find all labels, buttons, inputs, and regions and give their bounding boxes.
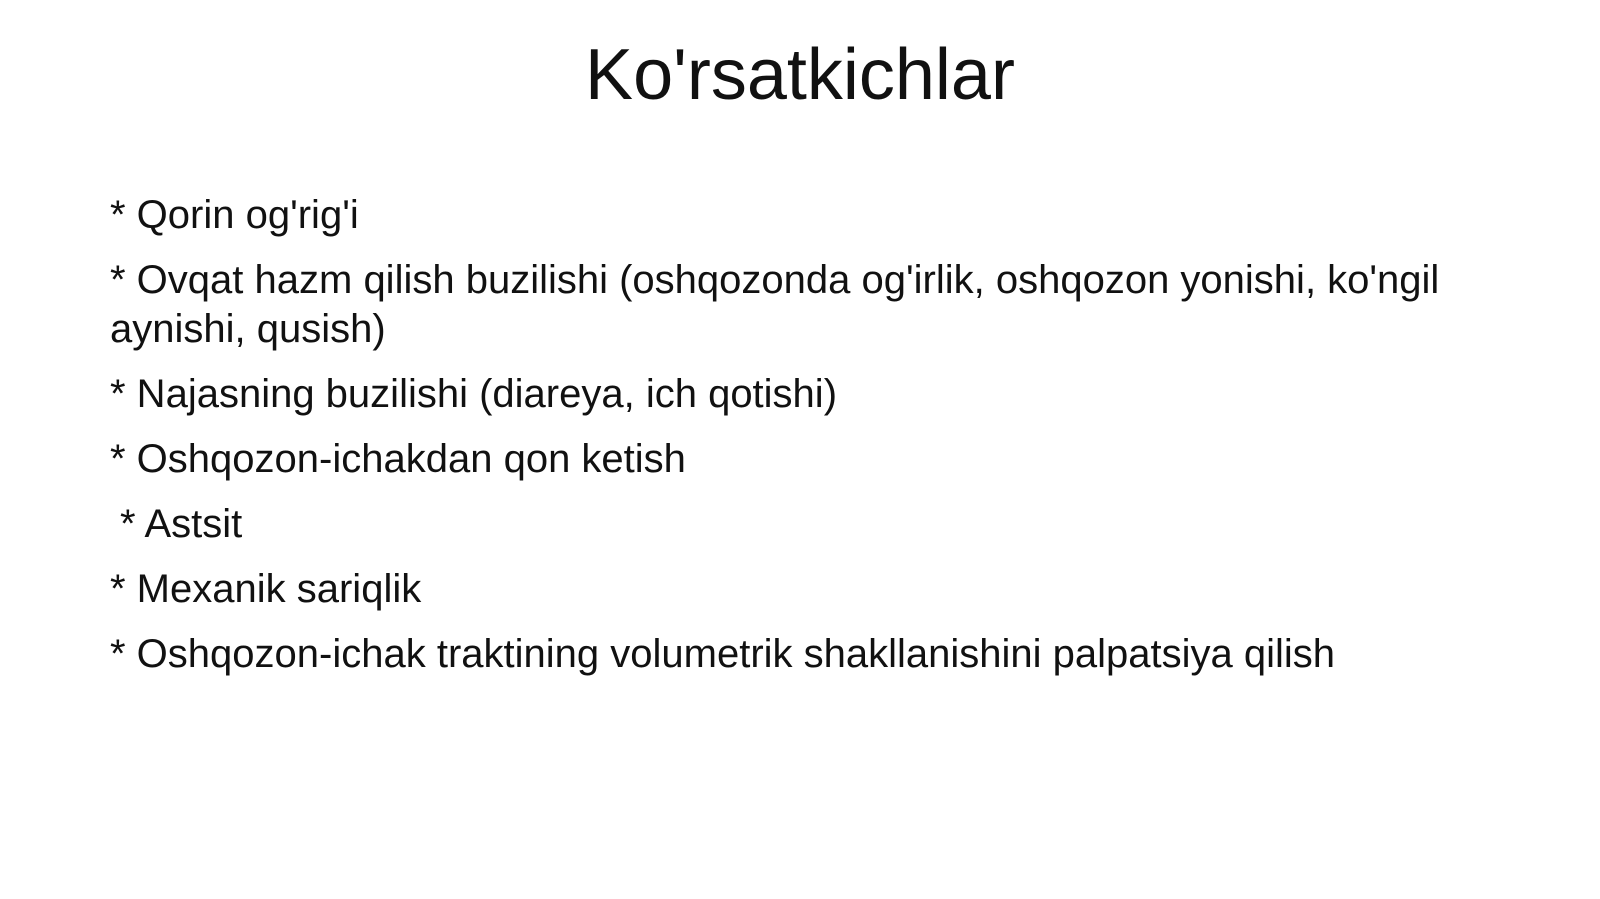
list-item: * Astsit [120, 502, 243, 546]
slide-title: Ko'rsatkichlar [585, 35, 1015, 115]
list-item: * Najasning buzilishi (diareya, ich qotishi) [110, 372, 838, 416]
list-item: * Oshqozon-ichak traktining volumetrik shakllanishini palpatsiya qilish [110, 632, 1336, 676]
list-item: * Oshqozon-ichakdan qon ketish [110, 437, 686, 481]
list-item: * Mexanik sariqlik [110, 567, 422, 611]
list-item: * Qorin og'rig'i [110, 193, 359, 237]
bullet-list [110, 191, 1530, 695]
list-item: * Ovqat hazm qilish buzilishi (oshqozonda og'irlik, oshqozon yonishi, ko'ngil aynishi, qusish) [110, 258, 1440, 351]
